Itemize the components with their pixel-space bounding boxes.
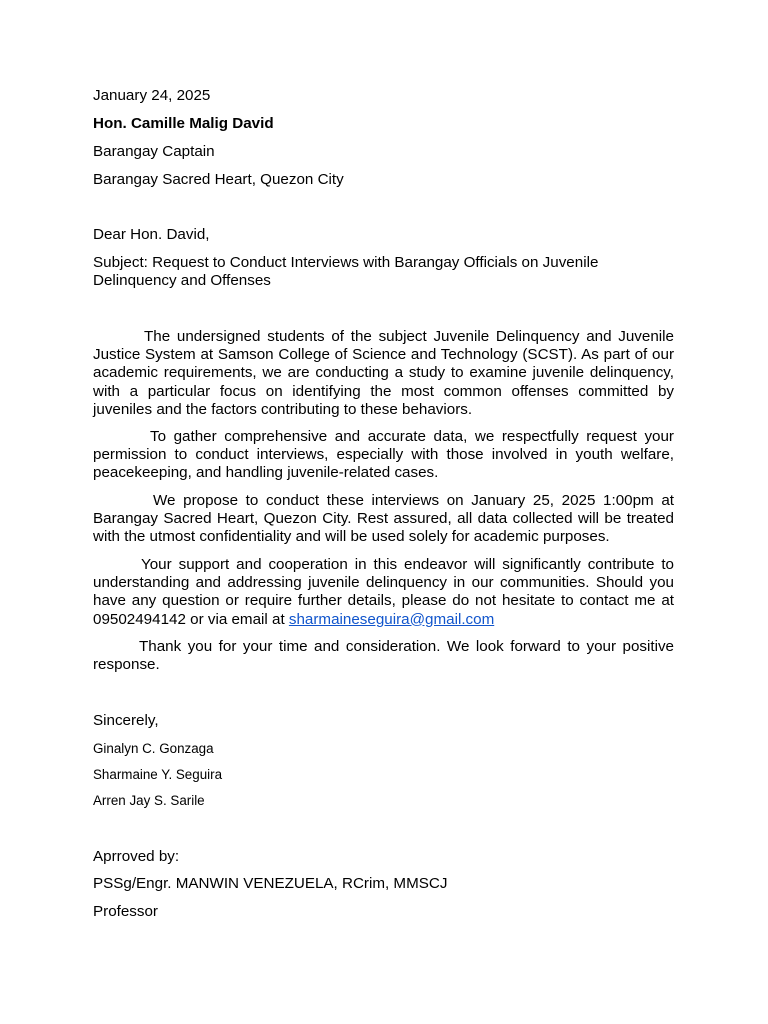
email-link[interactable]: sharmaineseguira@gmail.com xyxy=(288,610,495,628)
approved-by-label: Aprroved by: xyxy=(93,848,180,865)
body-paragraph-5: Thank you for your time and consideration. We look forward to your positive response. xyxy=(93,638,674,674)
approver-name: PSSg/Engr. MANWIN VENEZUELA, RCrim, MMSCJ xyxy=(93,875,448,892)
recipient-title: Barangay Captain xyxy=(93,143,215,160)
body-paragraph-2: To gather comprehensive and accurate data, we respectfully request your permission to conduct interviews, especially with those involved in youth welfare, peacekeeping, and handling juvenile-related cases. xyxy=(93,428,674,482)
subject-line: Subject: Request to Conduct Interviews with Barangay Officials on Juvenile Delinquency and Offenses xyxy=(93,254,599,290)
approver-title: Professor xyxy=(93,903,158,920)
recipient-name: Hon. Camille Malig David xyxy=(93,115,274,132)
body-paragraph-3: We propose to conduct these interviews on January 25, 2025 1:00pm at Barangay Sacred Heart, Quezon City. Rest assured, all data collected will be treated with the utmost confidentiality and will be used solely for academic purposes. xyxy=(93,492,674,546)
signatory-3: Arren Jay S. Sarile xyxy=(93,793,205,808)
paragraph-4-text: Your support and cooperation in this endeavor will significantly contribute to understanding and addressing juvenile delinquency in our communities. Should you have any question or require further details, please do not hesitate to contact me at 09502494142 or via email at xyxy=(93,556,674,628)
signatory-2: Sharmaine Y. Seguira xyxy=(93,767,223,782)
closing: Sincerely, xyxy=(93,712,159,729)
letter-date: January 24, 2025 xyxy=(93,87,211,104)
body-paragraph-4 xyxy=(93,556,674,629)
salutation: Dear Hon. David, xyxy=(93,226,210,243)
body-paragraph-1: The undersigned students of the subject Juvenile Delinquency and Juvenile Justice System at Samson College of Science and Technology (SCST). As part of our academic requirements, we are conducting a study to examine juvenile delinquency, with a particular focus on identifying the most common offenses committed by juveniles and the factors contributing to these behaviors. xyxy=(93,328,674,418)
recipient-address: Barangay Sacred Heart, Quezon City xyxy=(93,171,344,188)
signatory-1: Ginalyn C. Gonzaga xyxy=(93,741,214,756)
